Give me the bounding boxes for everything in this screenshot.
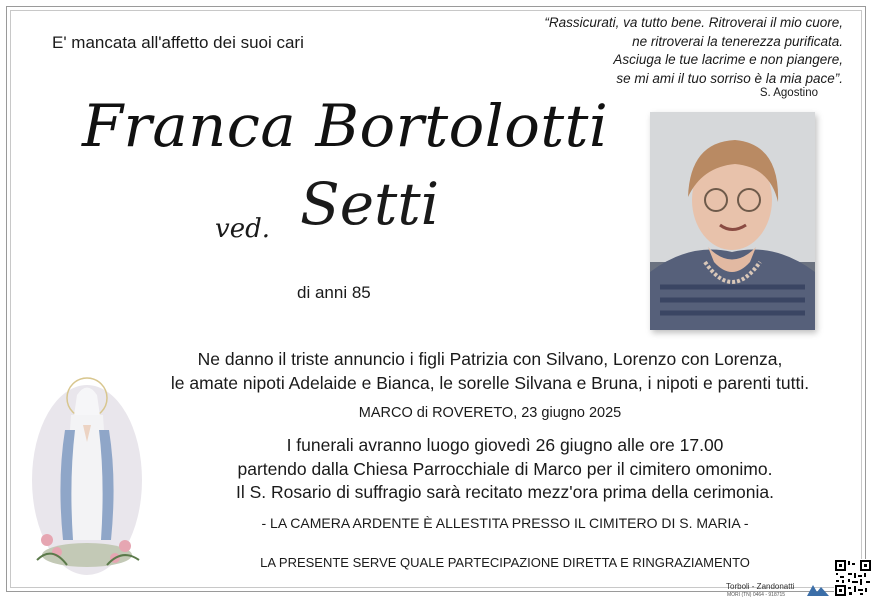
place-date: MARCO di ROVERETO, 23 giugno 2025 — [358, 405, 622, 421]
announcement-line: le amate nipoti Adelaide e Bianca, le sorelle Silvana e Bruna, i nipoti e parenti tutti. — [170, 373, 810, 393]
brand-contact: MORI (TN) 0464 - 918715 — [727, 592, 786, 598]
qr-code-icon[interactable] — [834, 559, 872, 597]
announcement-line: Ne danno il triste annuncio i figli Patrizia con Silvano, Lorenzo con Lorenza, — [197, 349, 783, 369]
ved-prefix: ved. — [215, 214, 270, 244]
quote-line: ne ritroverai la tenerezza purificata. — [632, 33, 843, 49]
funeral-line: partendo dalla Chiesa Parrocchiale di Marco per il cimitero omonimo. — [237, 458, 773, 479]
brand-logo-icon — [806, 583, 830, 602]
quote-line: se mi ami il tuo sorriso è la mia pace”. — [616, 70, 843, 86]
footer-notice: LA PRESENTE SERVE QUALE PARTECIPAZIONE DIRETTA E RINGRAZIAMENTO — [260, 555, 750, 570]
age-text: di anni 85 — [297, 283, 371, 302]
deceased-name: Franca Bortolotti — [82, 92, 609, 160]
announcement — [130, 347, 850, 395]
portrait-photo — [650, 112, 815, 330]
brand-name: Torboli - Zandonatti — [726, 582, 795, 591]
quote-line: Asciuga le tue lacrime e non piangere, — [613, 52, 843, 67]
madonna-image — [27, 370, 152, 575]
quote-author: S. Agostino — [759, 87, 818, 99]
funeral-line: Il S. Rosario di suffragio sarà recitato mezz'ora prima della cerimonia. — [236, 482, 774, 502]
quote-line: “Rassicurati, va tutto bene. Ritroverai il mio cuore, — [544, 15, 843, 30]
funeral-info — [180, 434, 830, 505]
quote-block — [463, 14, 843, 88]
intro-text: E' mancata all'affetto dei suoi cari — [52, 33, 304, 52]
married-name: Setti — [300, 170, 440, 238]
funeral-line: I funerali avranno luogo giovedì 26 giugno alle ore 17.00 — [286, 435, 724, 455]
chamber-notice: - LA CAMERA ARDENTE È ALLESTITA PRESSO IL CIMITERO DI S. MARIA - — [261, 515, 749, 531]
